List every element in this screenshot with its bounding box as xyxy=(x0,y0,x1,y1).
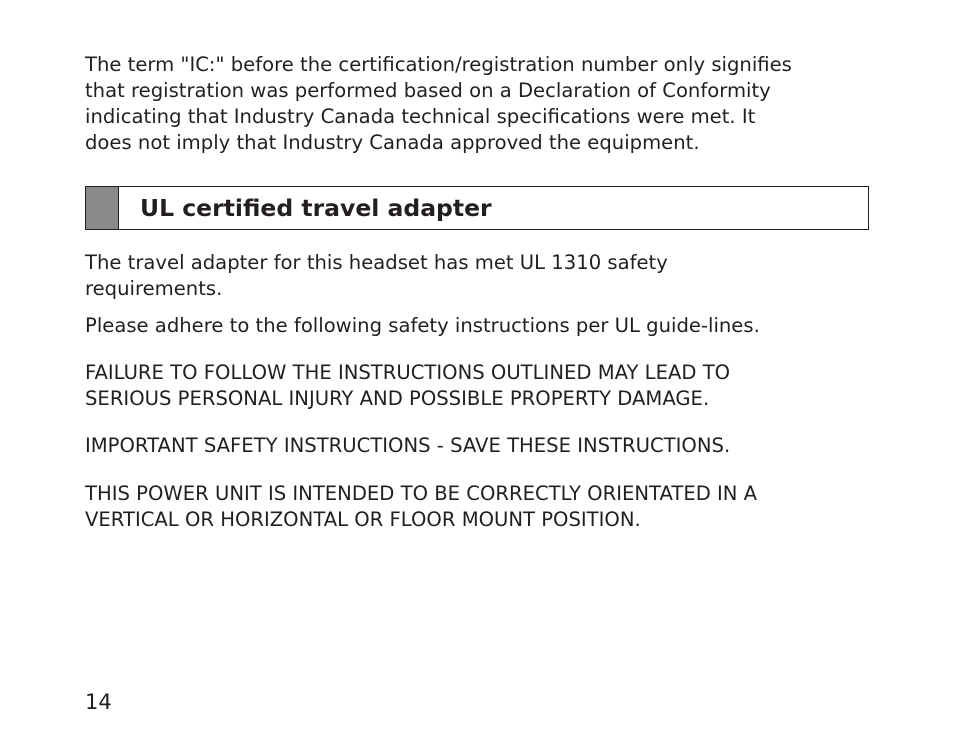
section-header-tab xyxy=(86,187,119,229)
important-instructions-paragraph: IMPORTANT SAFETY INSTRUCTIONS - SAVE THESE INSTRUCTIONS. xyxy=(85,434,731,457)
adapter-compliance-paragraph: The travel adapter for this headset has met UL 1310 safety requirements. xyxy=(85,251,668,300)
power-unit-orientation-paragraph: THIS POWER UNIT IS INTENDED TO BE CORRECTLY ORIENTATED IN A VERTICAL OR HORIZONTAL OR FLOOR MOUNT POSITION. xyxy=(85,482,758,531)
ic-notice-paragraph: The term "IC:" before the certification/registration number only signifies that registration was performed based on a Declaration of Conformity indicating that Industry Canada technical specifications were met. It does not imply that Industry Canada approved the equipment. xyxy=(85,53,792,154)
section-header xyxy=(85,186,869,230)
failure-warning-paragraph: FAILURE TO FOLLOW THE INSTRUCTIONS OUTLINED MAY LEAD TO SERIOUS PERSONAL INJURY AND POSSIBLE PROPERTY DAMAGE. xyxy=(85,361,731,410)
adhere-instructions-paragraph: Please adhere to the following safety instructions per UL guide-lines. xyxy=(85,314,760,337)
section-title: UL certified travel adapter xyxy=(140,194,492,222)
page-number: 14 xyxy=(85,690,112,714)
